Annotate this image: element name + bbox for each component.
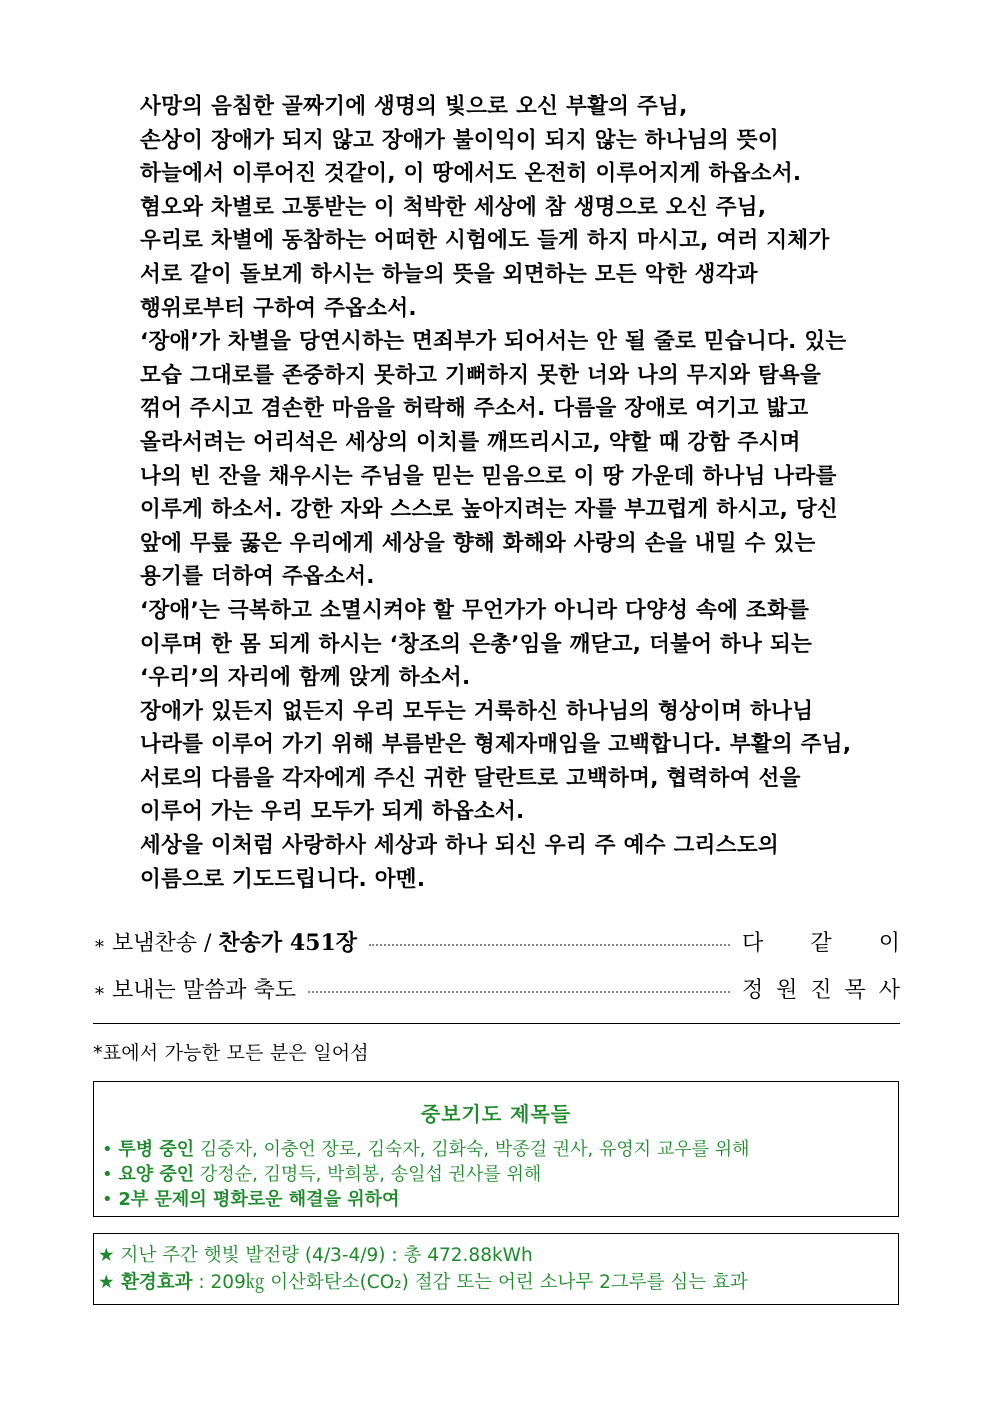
bullet-icon: • [102, 1189, 113, 1210]
prayer-line: 용기를 더하여 주옵소서. [140, 564, 375, 590]
leader-char: 다 [742, 930, 764, 956]
prayer-line: 사망의 음침한 골짜기에 생명의 빛으로 오신 부활의 주님, [140, 94, 688, 119]
environment-effect-label: 환경효과 [114, 1272, 193, 1293]
prayer-line: 서로 같이 돌보게 하시는 하늘의 뜻을 외면하는 모든 악한 생각과 [140, 261, 758, 287]
prayer-line: 앞에 무릎 꿇은 우리에게 세상을 향해 화해와 사랑의 손을 내밀 수 있는 [140, 530, 816, 556]
item-text: 강정순, 김명득, 박희봉, 송일섭 권사를 위해 [194, 1164, 542, 1185]
prayer-line: 이루게 하소서. 강한 자와 스스로 높아지려는 자를 부끄럽게 하시고, 당신 [140, 497, 839, 523]
item-text: 김중자, 이충언 장로, 김숙자, 김화숙, 박종걸 권사, 유영지 교우를 위해 [194, 1139, 750, 1160]
prayer-line: ‘장애’는 극복하고 소멸시켜야 할 무언가가 아니라 다양성 속에 조화를 [140, 597, 810, 623]
leader-char: 같 [810, 930, 832, 956]
leader-char: 정 [742, 977, 764, 1003]
list-item [102, 1187, 898, 1212]
dot-leader [369, 944, 730, 946]
benediction-row [95, 968, 900, 1008]
prayer-line: ‘우리’의 자리에 함께 앉게 하소서. [140, 665, 471, 691]
prayer-line: 올라서려는 어리석은 세상의 이치를 깨뜨리시고, 약할 때 강함 주시며 [140, 429, 801, 455]
dot-leader [308, 991, 730, 993]
closing-hymn-title: 보냄찬송 / [112, 930, 219, 956]
leader-char: 이 [878, 930, 900, 956]
prayer-line: 모습 그대로를 존중하지 못하고 기뻐하지 못한 너와 나의 무지와 탐욕을 [140, 362, 822, 388]
asterisk-marker: ⁎ [95, 977, 104, 999]
prayer-line: 세상을 이처럼 사랑하사 세상과 하나 되신 우리 주 예수 그리스도의 [140, 833, 779, 859]
prayer-line: 이루며 한 몸 되게 하시는 ‘창조의 은총’임을 깨닫고, 더불어 하나 되는 [140, 631, 813, 657]
solar-output-text: 지난 주간 햇빛 발전량 (4/3-4/9) : 총 472.88kWh [114, 1245, 533, 1266]
divider [93, 1023, 900, 1024]
prayer-text [140, 90, 890, 896]
benediction-leader [742, 973, 900, 1004]
prayer-line: 장애가 있든지 없든지 우리 모두는 거룩하신 하나님의 형상이며 하나님 [140, 698, 814, 724]
prayer-line: 이루어 가는 우리 모두가 되게 하옵소서. [140, 799, 525, 825]
leader-char: 사 [878, 977, 900, 1003]
list-item [102, 1162, 898, 1187]
leader-char: 목 [844, 977, 866, 1003]
environment-effect-row [98, 1269, 898, 1296]
bullet-icon: • [102, 1139, 113, 1160]
closing-hymn-label [112, 926, 357, 957]
prayer-line: 나의 빈 잔을 채우시는 주님을 믿는 믿음으로 이 땅 가운데 하나님 나라를 [140, 463, 837, 489]
star-icon: ★ [98, 1272, 115, 1293]
prayer-line: 서로의 다름을 각자에게 주신 귀한 달란트로 고백하며, 협력하여 선을 [140, 765, 801, 791]
prayer-line: 하늘에서 이루어진 것같이, 이 땅에서도 온전히 이루어지게 하옵소서. [140, 161, 802, 187]
prayer-line: 손상이 장애가 되지 않고 장애가 불이익이 되지 않는 하나님의 뜻이 [140, 127, 779, 153]
item-heading: 요양 중인 [118, 1164, 195, 1185]
list-item [102, 1137, 898, 1162]
standing-note: *표에서 가능한 모든 분은 일어섬 [93, 1042, 369, 1064]
prayer-line: 혐오와 차별로 고통받는 이 척박한 세상에 참 생명으로 오신 주님, [140, 194, 767, 220]
prayer-line: 이름으로 기도드립니다. 아멘. [140, 866, 426, 892]
prayer-line: 꺾어 주시고 겸손한 마음을 허락해 주소서. 다름을 장애로 여기고 밟고 [140, 396, 809, 422]
item-heading: 2부 문제의 평화로운 해결을 위하여 [118, 1189, 400, 1210]
prayer-line: 나라를 이루어 가기 위해 부름받은 형제자매임을 고백합니다. 부활의 주님, [140, 732, 852, 758]
prayer-line: 행위로부터 구하여 주옵소서. [140, 295, 417, 321]
hymn-number: 찬송가 451장 [218, 929, 358, 956]
leader-char: 원 [776, 977, 798, 1003]
asterisk-marker: ⁎ [95, 930, 104, 952]
item-heading: 투병 중인 [118, 1139, 195, 1160]
closing-hymn-row [95, 921, 900, 961]
intercession-title: 중보기도 제목들 [420, 1102, 572, 1126]
prayer-line: ‘장애’가 차별을 당연시하는 면죄부가 되어서는 안 될 줄로 믿습니다. 있는 [140, 329, 847, 355]
environment-effect-text: : 209㎏ 이산화탄소(CO₂) 절감 또는 어린 소나무 2그루를 심는 효과 [192, 1272, 748, 1293]
solar-output-row [98, 1242, 898, 1269]
intercession-list [94, 1137, 898, 1212]
solar-power-box [93, 1233, 899, 1305]
benediction-label: 보내는 말씀과 축도 [112, 977, 297, 1003]
closing-hymn-leader [742, 926, 900, 957]
star-icon: ★ [98, 1245, 115, 1266]
prayer-line: 우리로 차별에 동참하는 어떠한 시험에도 들게 하지 마시고, 여러 지체가 [140, 228, 830, 254]
bullet-icon: • [102, 1164, 113, 1185]
leader-char: 진 [810, 977, 832, 1003]
intercession-box [93, 1081, 899, 1217]
